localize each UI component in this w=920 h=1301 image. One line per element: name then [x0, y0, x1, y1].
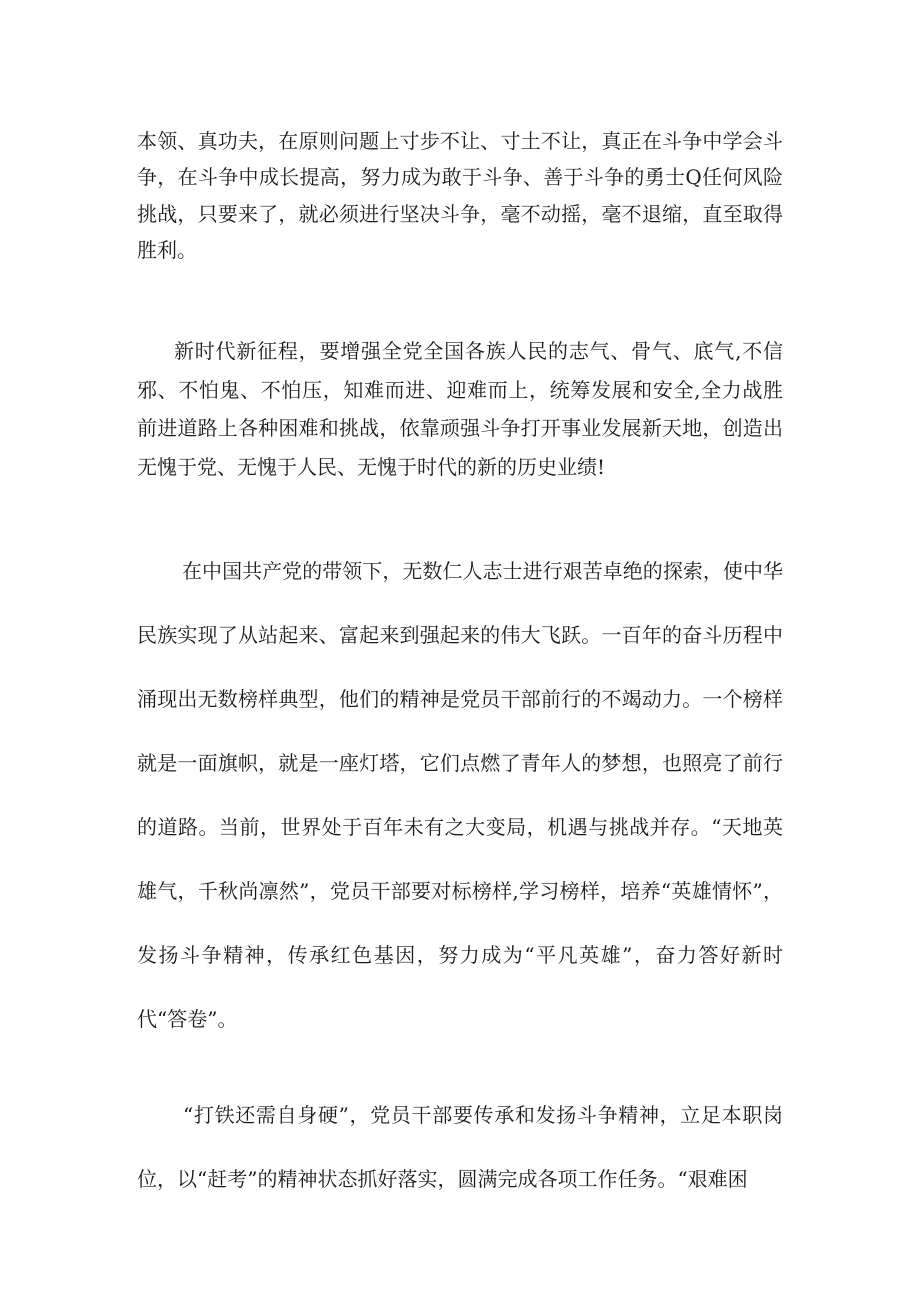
paragraph-1: 本领、真功夫，在原则问题上寸步不让、寸土不让，真正在斗争中学会斗争，在斗争中成长提高，努力成为敢于斗争、善于斗争的勇士Q任何风险挑战，只要来了，就必须进行坚决斗争，毫不动摇，毫不退缩，直至取得胜利。	[137, 129, 783, 262]
paragraph-3: 在中国共产党的带领下，无数仁人志士进行艰苦卓绝的探索，使中华民族实现了从站起来、富起来到强起来的伟大飞跃。一百年的奋斗历程中涌现出无数榜样典型，他们的精神是党员干部前行的不竭动力。一个榜样就是一面旗帜，就是一座灯塔，它们点燃了青年人的梦想，也照亮了前行的道路。当前，世界处于百年未有之大变局，机遇与挑战并存。“天地英雄气，千秋尚凛然”，党员干部要对标榜样,学习榜样，培养“英雄情怀”，发扬斗争精神，传承红色基因，努力成为“平凡英雄”，奋力答好新时代“答卷”。	[137, 559, 783, 1031]
paragraph-2: 新时代新征程，要增强全党全国各族人民的志气、骨气、底气,不信邪、不怕鬼、不怕压，知难而进、迎难而上，统筹发展和安全,全力战胜前进道路上各种困难和挑战，依靠顽强斗争打开事业发展新天地，创造出无愧于党、无愧于人民、无愧于时代的新的历史业绩!	[137, 339, 783, 479]
paragraph-4: “打铁还需自身硬”，党员干部要传承和发扬斗争精神，立足本职岗位，以“赶考”的精神状态抓好落实，圆满完成各项工作任务。“艰难困	[137, 1103, 783, 1191]
